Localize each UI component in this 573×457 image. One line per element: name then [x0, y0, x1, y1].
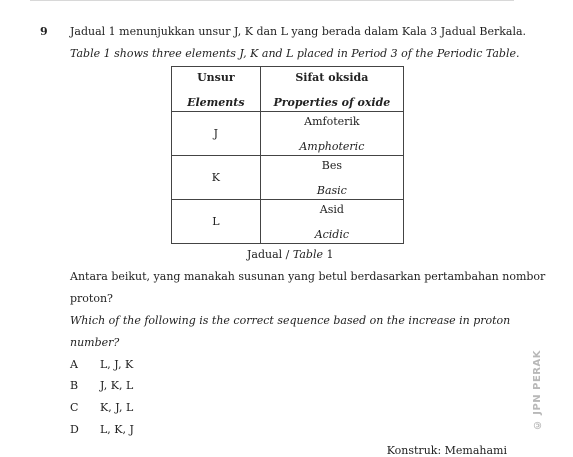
- top-divider: [30, 0, 514, 1]
- header-elements-malay: Unsur: [197, 70, 235, 84]
- header-elements-english: Elements: [187, 95, 245, 109]
- prompt-malay-line-1: Antara beikut, yang manakah susunan yang betul berdasarkan pertambahan nombor: [70, 270, 546, 283]
- property-cell: [260, 200, 403, 244]
- property-malay: Bes: [321, 159, 342, 172]
- option-text: K, J, L: [100, 401, 134, 414]
- jpn-perak-watermark: [530, 349, 544, 430]
- caption-number: 1: [323, 248, 334, 261]
- property-cell: [260, 112, 403, 156]
- element-cell: L: [172, 200, 261, 244]
- property-english: Basic: [316, 184, 347, 197]
- caption-malay: Jadual /: [247, 248, 293, 261]
- question-stem-malay: Jadual 1 menunjukkan unsur J, K dan L yang berada dalam Kala 3 Jadual Berkala.: [70, 25, 527, 38]
- option-b[interactable]: [70, 379, 133, 392]
- option-letter: D: [70, 423, 79, 436]
- option-letter: C: [70, 401, 79, 414]
- question-stem-english: Table 1 shows three elements J, K and L placed in Period 3 of the Periodic Table.: [70, 47, 520, 60]
- watermark-text: © JPN PERAK: [531, 349, 543, 430]
- option-c[interactable]: [70, 401, 133, 414]
- question-number: 9: [40, 25, 48, 38]
- table-caption: [247, 248, 334, 261]
- element-cell: J: [172, 112, 261, 156]
- property-malay: Amfoterik: [304, 115, 360, 128]
- property-english: Amphoteric: [299, 140, 365, 153]
- option-text: L, K, J: [100, 423, 134, 436]
- option-letter: B: [70, 379, 79, 392]
- header-oxide-english: Properties of oxide: [273, 95, 391, 109]
- header-oxide-malay: Sifat oksida: [295, 70, 369, 84]
- construct-label: Konstruk: Memahami: [386, 444, 507, 457]
- prompt-english-line-2: number?: [70, 336, 120, 349]
- elements-table: [171, 66, 404, 244]
- option-letter: A: [70, 358, 78, 371]
- option-d[interactable]: [70, 423, 134, 436]
- element-cell: K: [172, 156, 261, 200]
- property-malay: Asid: [319, 203, 344, 216]
- header-elements: [172, 67, 261, 112]
- table-header-row: [172, 67, 404, 112]
- option-text: L, J, K: [100, 358, 134, 371]
- table-row: [172, 112, 404, 156]
- property-cell: [260, 156, 403, 200]
- header-oxide-properties: [260, 67, 403, 112]
- property-english: Acidic: [314, 228, 350, 241]
- prompt-english-line-1: Which of the following is the correct sequence based on the increase in proton: [70, 314, 511, 327]
- prompt-malay-line-2: proton?: [70, 292, 113, 305]
- table-row: [172, 200, 404, 244]
- option-a[interactable]: [70, 358, 133, 371]
- option-text: J, K, L: [100, 379, 134, 392]
- caption-english: Table: [292, 248, 323, 261]
- table-row: [172, 156, 404, 200]
